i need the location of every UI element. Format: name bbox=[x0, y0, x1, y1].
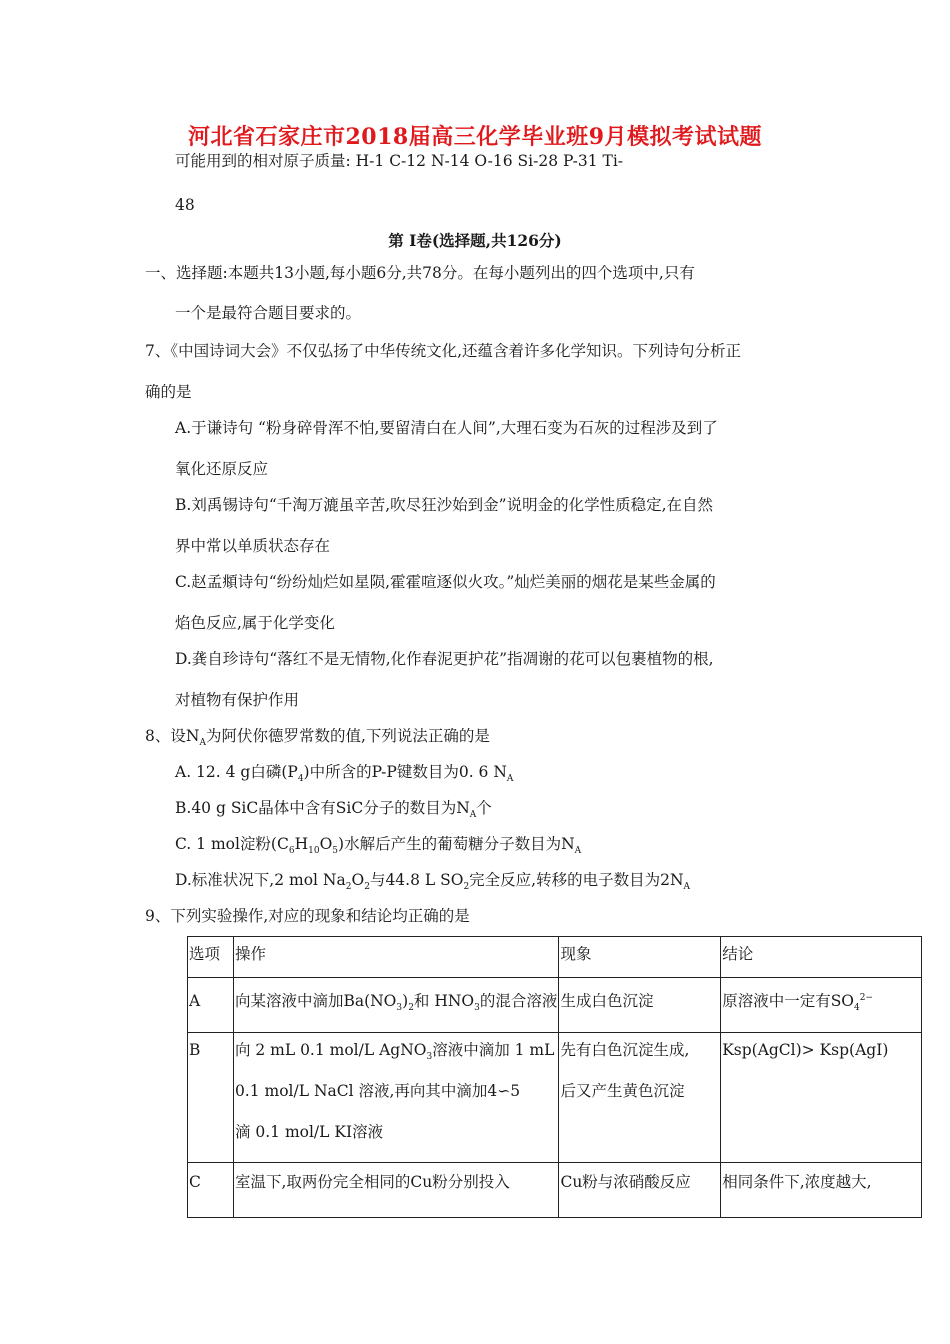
q8-stem: 8、设$N_A$为阿伏你德罗常数的值,下列说法正确的是 bbox=[145, 727, 490, 749]
q8-option-c: C. 1 mol淀粉$(C_6H_{10}O_5)$水解后产生的葡萄糖分子数目为$N_A$ bbox=[175, 835, 582, 857]
table-row bbox=[188, 1163, 922, 1218]
row-c-conclusion: 相同条件下,浓度越大, bbox=[722, 1173, 872, 1191]
q7-option-a-line-1: A.于谦诗句 “粉身碎骨浑不怕,要留清白在人间”,大理石变为石灰的过程涉及到了 bbox=[175, 419, 718, 437]
row-c-phenomenon: Cu粉与浓硝酸反应 bbox=[560, 1173, 691, 1191]
q7-option-c-line-1: C.赵孟頫诗句“纷纷灿烂如星陨,霍霍喧逐似火攻。”灿烂美丽的烟花是某些金属的 bbox=[175, 573, 716, 591]
row-a-operation: 向某溶液中滴加$Ba(NO_3)_2$和 $HNO_3$的混合溶液 bbox=[234, 992, 558, 1014]
row-c-option: C bbox=[189, 1173, 201, 1191]
instructions-line-2: 一个是最符合题目要求的。 bbox=[175, 304, 362, 322]
q7-option-c-line-2: 焰色反应,属于化学变化 bbox=[175, 614, 335, 632]
q9-stem: 9、下列实验操作,对应的现象和结论均正确的是 bbox=[145, 907, 470, 925]
header-operation: 操作 bbox=[234, 945, 266, 963]
q7-stem-line-2: 确的是 bbox=[145, 383, 192, 401]
section-heading: 第 I卷(选择题,共126分) bbox=[388, 231, 562, 250]
row-b-option: B bbox=[189, 1041, 201, 1059]
table-row bbox=[188, 978, 922, 1033]
instructions-line-1: 一、选择题:本题共13小题,每小题6分,共78分。在每小题列出的四个选项中,只有 bbox=[145, 264, 695, 282]
row-c-operation: 室温下,取两份完全相同的Cu粉分别投入 bbox=[234, 1173, 510, 1191]
row-b-phenomenon-line-2: 后又产生黄色沉淀 bbox=[560, 1082, 685, 1100]
row-a-option: A bbox=[189, 992, 201, 1010]
header-option: 选项 bbox=[189, 945, 221, 963]
row-b-operation-line-2: 0.1 mol/L NaCl 溶液,再向其中滴加4∽5 bbox=[234, 1082, 521, 1100]
row-b-phenomenon-line-1: 先有白色沉淀生成, bbox=[560, 1041, 690, 1059]
row-b-conclusion: Ksp(AgCl)> Ksp(AgI) bbox=[722, 1041, 889, 1059]
q8-option-b: B.40 g SiC晶体中含有SiC分子的数目为$N_A$个 bbox=[175, 799, 492, 821]
q9-table bbox=[187, 936, 922, 1218]
q7-option-d-line-2: 对植物有保护作用 bbox=[175, 691, 300, 709]
row-a-conclusion: 原溶液中一定有$SO_4^{2-}$ bbox=[722, 992, 874, 1014]
q7-option-d-line-1: D.龚自珍诗句“落红不是无情物,化作春泥更护花”指凋谢的花可以包裹植物的根, bbox=[175, 650, 714, 668]
q7-option-a-line-2: 氧化还原反应 bbox=[175, 460, 269, 478]
q7-option-b-line-2: 界中常以单质状态存在 bbox=[175, 537, 331, 555]
atomic-mass-line-2: 48 bbox=[175, 196, 195, 214]
header-conclusion: 结论 bbox=[722, 945, 754, 963]
row-b-phenomenon bbox=[559, 1033, 720, 1121]
row-b-operation-line-3: 滴 0.1 mol/L KI溶液 bbox=[234, 1123, 384, 1141]
row-a-phenomenon: 生成白色沉淀 bbox=[560, 992, 654, 1010]
row-b-operation-line-1: 向 2 mL 0.1 mol/L AgNO$_3$溶液中滴加 1 mL bbox=[234, 1041, 555, 1063]
atomic-mass-line-1: 可能用到的相对原子质量: H-1 C-12 N-14 O-16 Si-28 P-31 Ti- bbox=[175, 152, 624, 170]
q7-option-b-line-1: B.刘禹锡诗句“千淘万漉虽辛苦,吹尽狂沙始到金”说明金的化学性质稳定,在自然 bbox=[175, 496, 714, 514]
row-b-operation bbox=[234, 1033, 559, 1162]
table-row bbox=[188, 1033, 922, 1163]
exam-title: 河北省石家庄市2018届高三化学毕业班9月模拟考试试题 bbox=[187, 124, 763, 150]
q8-option-a: A. 12. 4 g白磷$(P_4)$中所含的P-P键数目为0. 6 $N_A$ bbox=[175, 763, 514, 785]
q8-option-d: D.标准状况下,2 mol $Na_2O_2$与44.8 L $SO_2$完全反应,转移的电子数目为$2N_A$ bbox=[175, 871, 691, 893]
table-header-row bbox=[188, 937, 922, 978]
q7-stem-line-1: 7、《中国诗词大会》不仅弘扬了中华传统文化,还蕴含着许多化学知识。下列诗句分析正 bbox=[145, 342, 742, 360]
header-phenomenon: 现象 bbox=[560, 945, 592, 963]
